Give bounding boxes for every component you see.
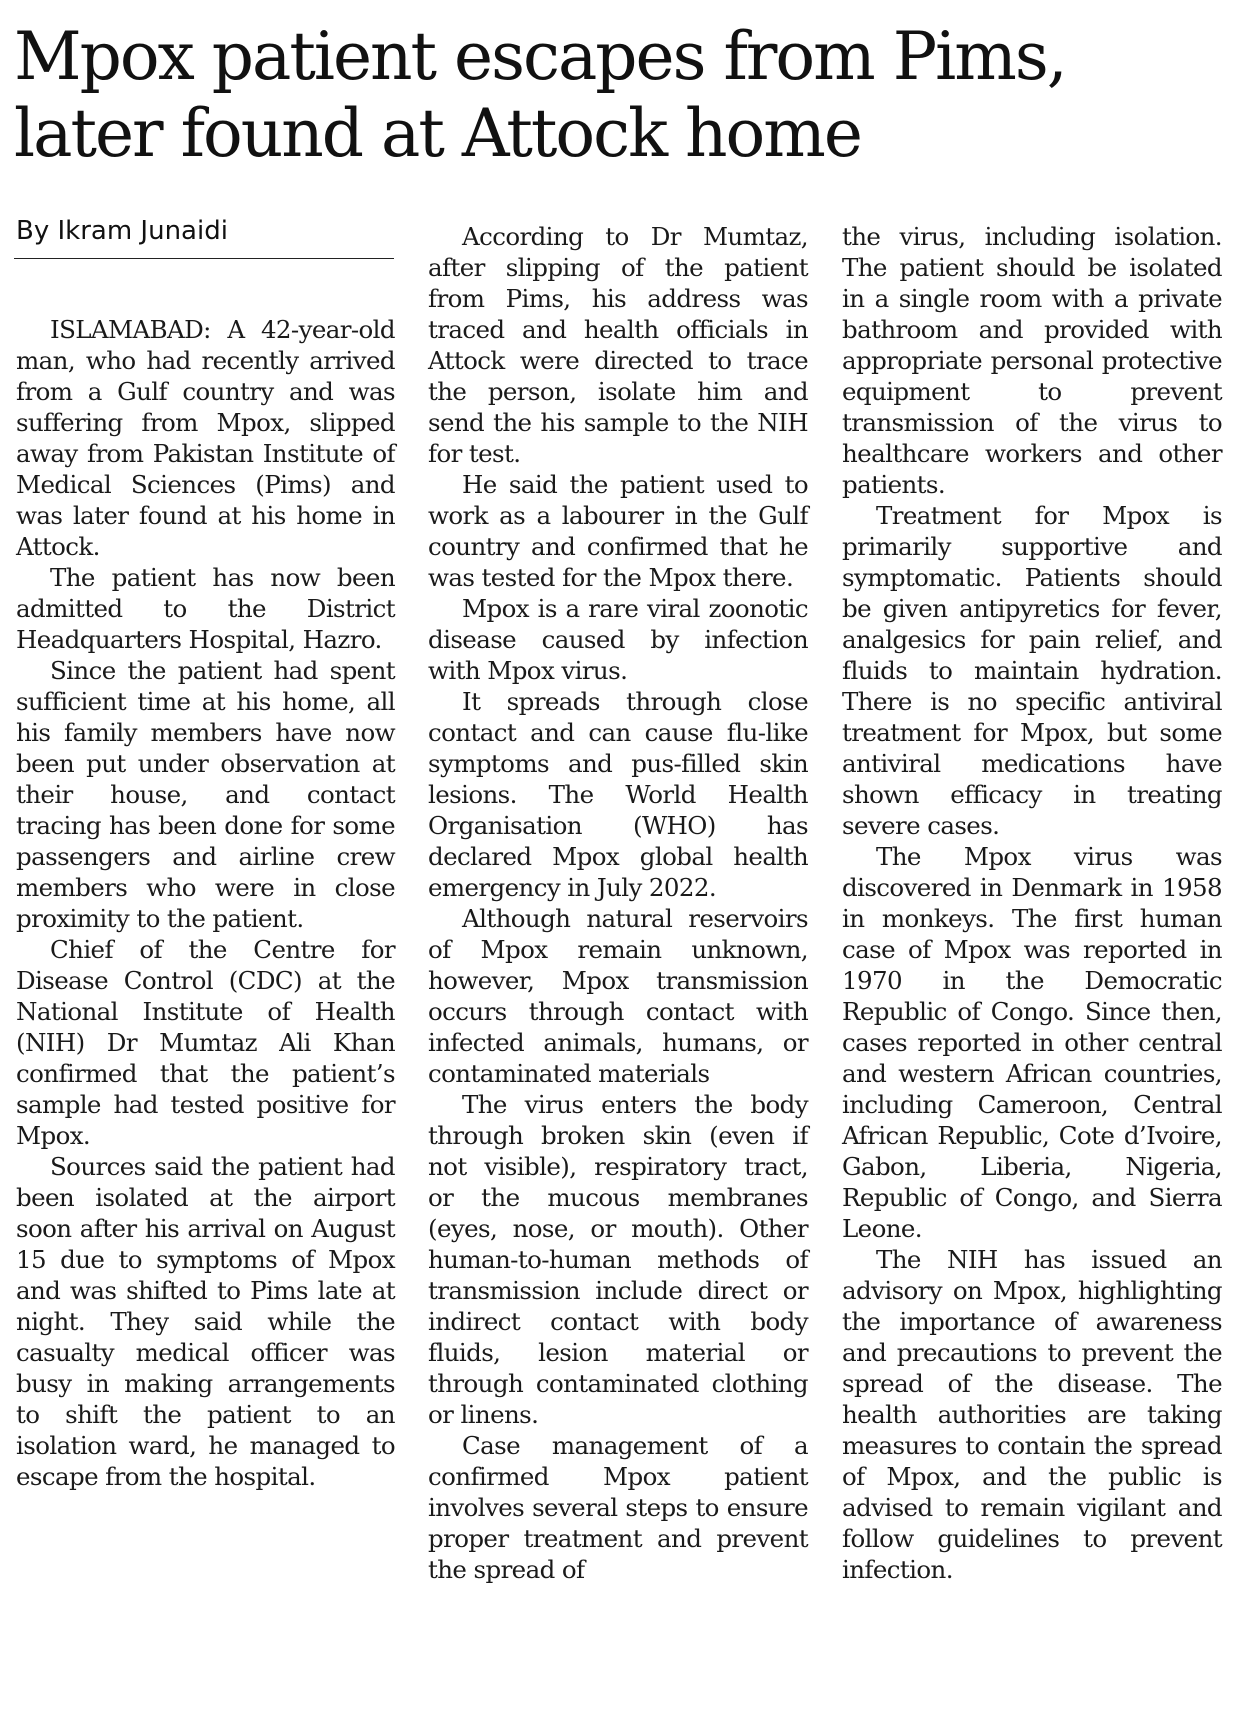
- paragraph: Since the patient had spent sufficient time at his home, all his family members have now been put under observation at their house, and contact tracing has been done for some passengers and airline crew members who were in close proximity to the patient.: [16, 656, 395, 933]
- paragraph: According to Dr Mumtaz, after slipping of the patient from Pims, his address was traced and health officials in Attock were directed to trace the person, isolate him and send the his sample to the NIH for test.: [428, 222, 808, 468]
- paragraph: Treatment for Mpox is primarily supportive and symptomatic. Patients should be given antipyretics for fever, analgesics for pain relief, and fluids to maintain hydration. There is no specific antiviral treatment for Mpox, but some antiviral medications have shown efficacy in treating severe cases.: [842, 501, 1222, 840]
- article-column-3: [842, 221, 1222, 1585]
- paragraph: Chief of the Centre for Disease Control (CDC) at the National Institute of Health (NIH) Dr Mumtaz Ali Khan confirmed that the patient’s sample had tested positive for Mpox.: [16, 935, 395, 1150]
- article-column-2: [428, 221, 808, 1585]
- paragraph: He said the patient used to work as a labourer in the Gulf country and confirmed that he was tested for the Mpox there.: [428, 470, 808, 592]
- paragraph: It spreads through close contact and can cause flu-like symptoms and pus-filled skin lesions. The World Health Organisation (WHO) has declared Mpox global health emergency in July 2022.: [428, 687, 808, 902]
- byline: By Ikram Junaidi: [16, 216, 228, 246]
- paragraph: The Mpox virus was discovered in Denmark in 1958 in monkeys. The first human case of Mpox was reported in 1970 in the Democratic Republic of Congo. Since then, cases reported in other central and western African countries, including Cameroon, Central African Republic, Cote d’Ivoire, Gabon, Liberia, Nigeria, Republic of Congo, and Sierra Leone.: [842, 842, 1222, 1243]
- paragraph: ISLAMABAD: A 42-year-old man, who had recently arrived from a Gulf country and was suffering from Mpox, slipped away from Pakistan Institute of Medical Sciences (Pims) and was later found at his home in Attock.: [16, 315, 395, 561]
- paragraph: Sources said the patient had been isolated at the airport soon after his arrival on August 15 due to symptoms of Mpox and was shifted to Pims late at night. They said while the casualty medical officer was busy in making arrangements to shift the patient to an isolation ward, he managed to escape from the hospital.: [16, 1152, 395, 1491]
- paragraph: The patient has now been admitted to the District Headquarters Hospital, Hazro.: [16, 563, 395, 654]
- paragraph: Case management of a confirmed Mpox patient involves several steps to ensure proper treatment and prevent the spread of: [428, 1431, 808, 1584]
- paragraph: The virus enters the body through broken skin (even if not visible), respiratory tract, or the mucous membranes (eyes, nose, or mouth). Other human-to-human methods of transmission include direct or indirect contact with body fluids, lesion material or through contaminated clothing or linens.: [428, 1090, 808, 1429]
- byline-divider: [14, 258, 394, 259]
- paragraph: Although natural reservoirs of Mpox remain unknown, however, Mpox transmission occurs through contact with infected animals, humans, or contaminated materials: [428, 904, 808, 1088]
- article-column-1: [16, 314, 395, 1492]
- paragraph: Mpox is a rare viral zoonotic disease caused by infection with Mpox virus.: [428, 594, 808, 685]
- paragraph: The NIH has issued an advisory on Mpox, highlighting the importance of awareness and precautions to prevent the spread of the disease. The health authorities are taking measures to contain the spread of Mpox, and the public is advised to remain vigilant and follow guidelines to prevent infection.: [842, 1245, 1222, 1584]
- paragraph-continued: the virus, including isolation. The patient should be isolated in a single room with a private bathroom and provided with appropriate personal protective equipment to prevent transmission of the virus to healthcare workers and other patients.: [842, 222, 1222, 499]
- headline: Mpox patient escapes from Pims, later found at Attock home: [14, 18, 1066, 172]
